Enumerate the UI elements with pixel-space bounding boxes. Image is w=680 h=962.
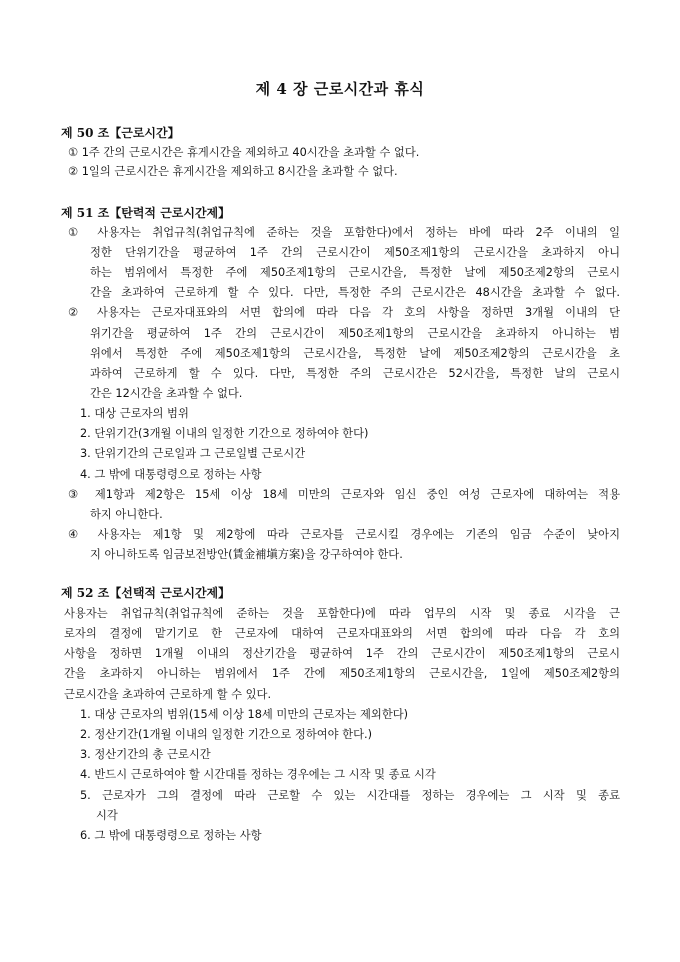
article-51-clause-2-line-5: 간은 12시간을 초과할 수 없다. (90, 387, 243, 400)
article-51-clause-2-line-1: ② 사용자는 근로자대표와의 서면 합의에 따라 다음 각 호의 사항을 정하면 3개월 이내의 단 (68, 306, 620, 319)
article-52-body-line-2: 로자의 결정에 맡기기로 한 근로자에 대하여 근로자대표와의 서면 합의에 따라 다음 각 호의 (64, 627, 620, 640)
article-52-item-5-line-1: 5. 근로자가 그의 결정에 따라 근로할 수 있는 시간대를 정하는 경우에는 그 시작 및 종료 (80, 789, 620, 802)
article-52-body-line-4: 간을 초과하지 아니하는 범위에서 1주 간에 제50조제1항의 근로시간을, 1일에 제50조제2항의 (64, 667, 620, 680)
article-52-heading: 제 52 조【선택적 근로시간제】 (61, 586, 231, 600)
article-51-clause-1-line-3: 하는 범위에서 특정한 주에 제50조제1항의 근로시간을, 특정한 날에 제50조제2항의 근로시 (90, 266, 620, 279)
article-52-body-line-1: 사용자는 취업규칙(취업규칙에 준하는 것을 포함한다)에 따라 업무의 시작 및 종료 시각을 근 (64, 607, 620, 620)
article-50-clause-2: ② 1일의 근로시간은 휴게시간을 제외하고 8시간을 초과할 수 없다. (68, 165, 398, 178)
article-52-item-1: 1. 대상 근로자의 범위(15세 이상 18세 미만의 근로자는 제외한다) (80, 708, 409, 721)
article-51-clause-2-line-3: 위에서 특정한 주에 제50조제1항의 근로시간을, 특정한 날에 제50조제2항의 근로시간을 초 (90, 347, 620, 360)
article-52-item-5-line-2: 시각 (96, 809, 118, 822)
article-52-body-line-5: 근로시간을 초과하여 근로하게 할 수 있다. (64, 688, 272, 701)
article-52-item-4: 4. 반드시 근로하여야 할 시간대를 정하는 경우에는 그 시작 및 종료 시각 (80, 768, 436, 781)
article-51-clause-2-line-2: 위기간을 평균하여 1주 간의 근로시간이 제50조제1항의 근로시간을 초과하지 아니하는 범 (90, 327, 620, 340)
article-51-clause-2-line-4: 과하여 근로하게 할 수 있다. 다만, 특정한 주의 근로시간은 52시간을, 특정한 날의 근로시 (90, 367, 620, 380)
article-51-clause-3-line-2: 하지 아니한다. (90, 508, 163, 521)
article-52-body-line-3: 사항을 정하면 1개월 이내의 정산기간을 평균하여 1주 간의 근로시간이 제50조제1항의 근로시 (64, 647, 620, 660)
article-51-clause-1-line-1: ① 사용자는 취업규칙(취업규칙에 준하는 것을 포함한다)에서 정하는 바에 따라 2주 이내의 일 (68, 226, 620, 239)
article-51-heading: 제 51 조【탄력적 근로시간제】 (61, 206, 231, 220)
article-51-clause-4-line-1: ④ 사용자는 제1항 및 제2항에 따라 근로자를 근로시킬 경우에는 기존의 임금 수준이 낮아지 (68, 528, 620, 541)
article-52-item-2: 2. 정산기간(1개월 이내의 일정한 기간으로 정하여야 한다.) (80, 728, 373, 741)
article-51-item-2: 2. 단위기간(3개월 이내의 일정한 기간으로 정하여야 한다) (80, 427, 369, 440)
article-51-clause-1-line-2: 정한 단위기간을 평균하여 1주 간의 근로시간이 제50조제1항의 근로시간을 초과하지 아니 (90, 246, 620, 259)
article-50-heading: 제 50 조【근로시간】 (61, 126, 180, 140)
article-51-clause-1-line-4: 간을 초과하여 근로하게 할 수 있다. 다만, 특정한 주의 근로시간은 48시간을 초과할 수 없다. (90, 286, 620, 299)
article-52-item-6: 6. 그 밖에 대통령령으로 정하는 사항 (80, 829, 262, 842)
article-52-item-3: 3. 정산기간의 총 근로시간 (80, 748, 211, 761)
article-51-clause-4-line-2: 지 아니하도록 임금보전방안(賃金補塡方案)을 강구하여야 한다. (90, 548, 403, 561)
article-51-item-1: 1. 대상 근로자의 범위 (80, 407, 189, 420)
article-51-item-3: 3. 단위기간의 근로일과 그 근로일별 근로시간 (80, 447, 306, 460)
chapter-title: 제 4 장 근로시간과 휴식 (255, 80, 425, 98)
article-51-clause-3-line-1: ③ 제1항과 제2항은 15세 이상 18세 미만의 근로자와 임신 중인 여성 근로자에 대하여는 적용 (68, 488, 620, 501)
article-51-item-4: 4. 그 밖에 대통령령으로 정하는 사항 (80, 468, 262, 481)
article-50-clause-1: ① 1주 간의 근로시간은 휴게시간을 제외하고 40시간을 초과할 수 없다. (68, 146, 420, 159)
